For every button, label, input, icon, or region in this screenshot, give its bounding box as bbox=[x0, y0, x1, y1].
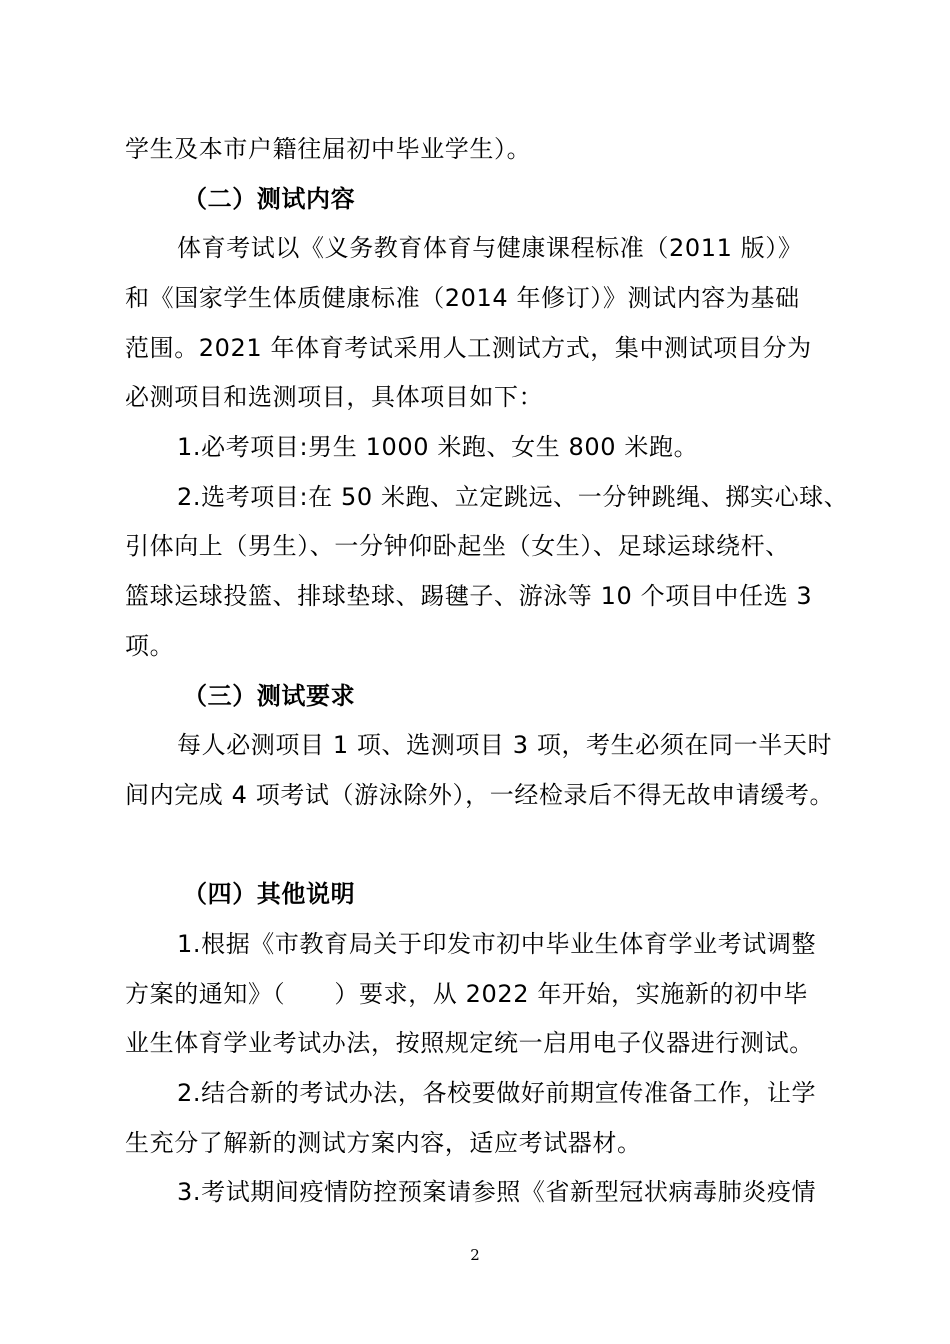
body-text-line: 篮球运球投篮、排球垫球、踢毽子、游泳等 10 个项目中任选 3 bbox=[125, 582, 813, 610]
list-item-note-1: 1.根据《市教育局关于印发市初中毕业生体育学业考试调整 bbox=[177, 930, 817, 958]
body-text-line: 学生及本市户籍往届初中毕业学生）。 bbox=[125, 135, 532, 163]
section-heading-other-notes: （四）其他说明 bbox=[183, 880, 356, 908]
body-text-line: 间内完成 4 项考试（游泳除外），一经检录后不得无故申请缓考。 bbox=[125, 781, 835, 809]
list-item-note-3: 3.考试期间疫情防控预案请参照《省新型冠状病毒肺炎疫情 bbox=[177, 1178, 817, 1206]
body-text-line: 体育考试以《义务教育体育与健康课程标准（2011 版）》 bbox=[177, 234, 803, 262]
body-text-line: 项。 bbox=[125, 632, 175, 660]
body-text-line: 生充分了解新的测试方案内容，适应考试器材。 bbox=[125, 1129, 642, 1157]
page-number: 2 bbox=[470, 1246, 480, 1264]
section-heading-test-requirements: （三）测试要求 bbox=[183, 682, 356, 710]
body-text-line: 引体向上（男生）、一分钟仰卧起坐（女生）、足球运球绕杆、 bbox=[125, 532, 790, 560]
list-item-optional: 2.选考项目:在 50 米跑、立定跳远、一分钟跳绳、掷实心球、 bbox=[177, 483, 849, 511]
section-heading-test-content: （二）测试内容 bbox=[183, 185, 356, 213]
body-text-line: 范围。2021 年体育考试采用人工测试方式，集中测试项目分为 bbox=[125, 334, 812, 362]
list-item-required: 1.必考项目:男生 1000 米跑、女生 800 米跑。 bbox=[177, 433, 699, 461]
body-text-line: 必测项目和选测项目，具体项目如下： bbox=[125, 383, 544, 411]
body-text-line: 方案的通知》（ ）要求，从 2022 年开始，实施新的初中毕 bbox=[125, 980, 808, 1008]
body-text-line: 业生体育学业考试办法，按照规定统一启用电子仪器进行测试。 bbox=[125, 1029, 814, 1057]
body-text-line: 每人必测项目 1 项、选测项目 3 项，考生必须在同一半天时 bbox=[177, 731, 833, 759]
list-item-note-2: 2.结合新的考试办法，各校要做好前期宣传准备工作，让学 bbox=[177, 1079, 817, 1107]
body-text-line: 和《国家学生体质健康标准（2014 年修订）》测试内容为基础 bbox=[125, 284, 800, 312]
